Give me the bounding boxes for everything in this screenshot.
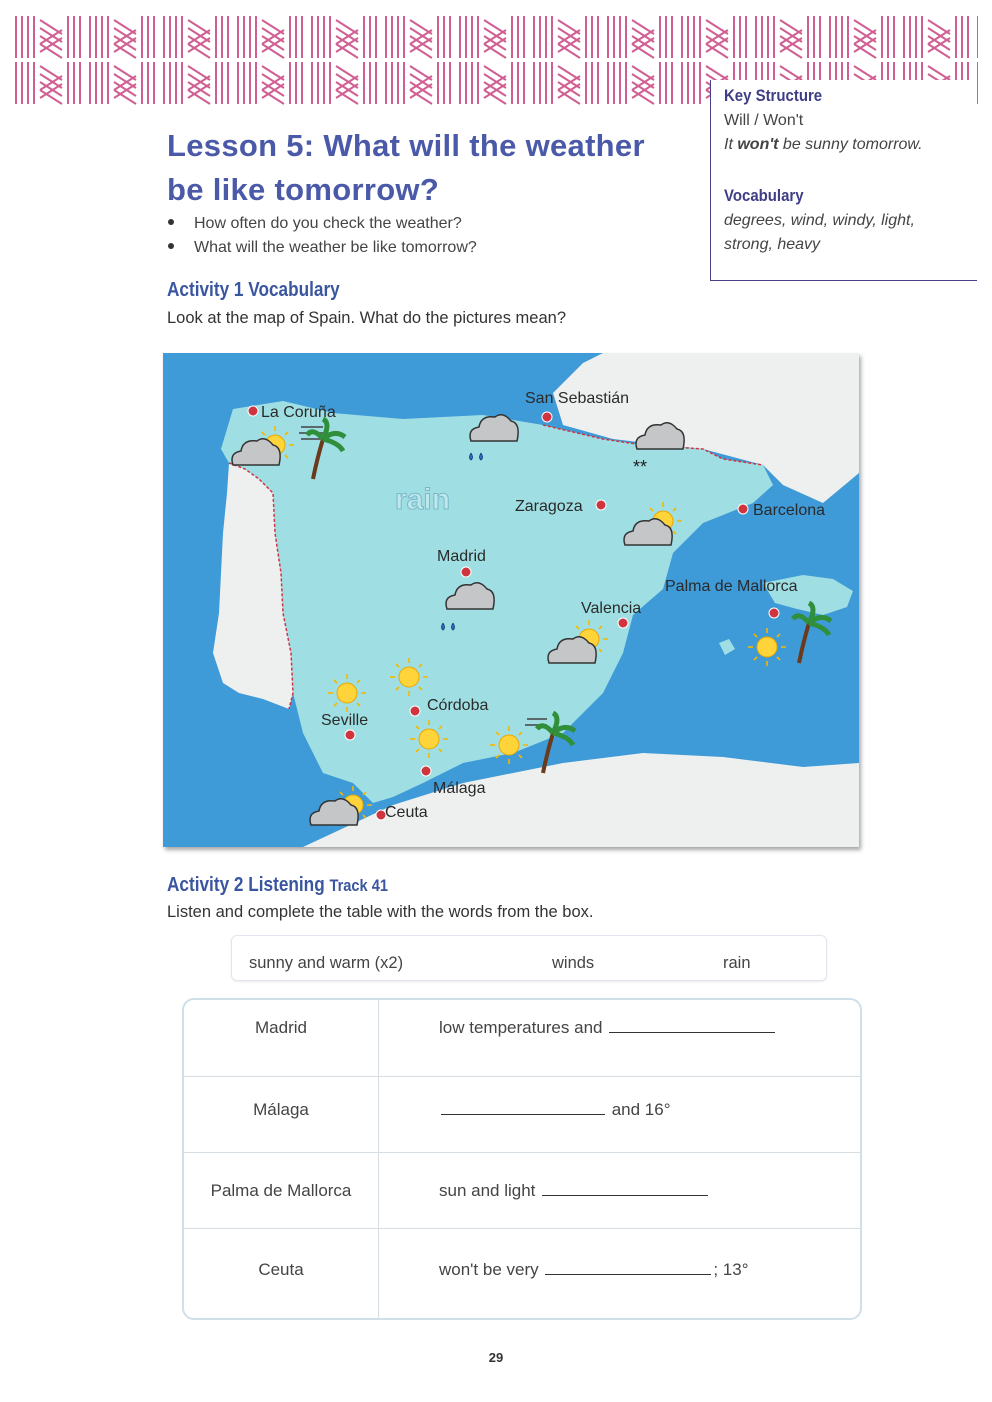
activity-1-instruction: Look at the map of Spain. What do the pictures mean? (167, 309, 566, 327)
city-label: Madrid (437, 548, 486, 565)
lesson-title-line-2: be like tomorrow? (167, 172, 440, 207)
table-row (184, 1000, 860, 1077)
answer-blank[interactable] (441, 1113, 605, 1115)
table-row (184, 1076, 860, 1153)
table-row (184, 1228, 860, 1316)
answer-blank[interactable] (609, 1031, 775, 1033)
vocabulary-line-1: degrees, wind, windy, light, (724, 212, 915, 229)
key-structure-line: Will / Won't (724, 112, 804, 129)
key-structure-heading: Key Structure (724, 86, 823, 105)
table-city: Palma de Mallorca (210, 1181, 352, 1200)
lesson-title-line-1: Lesson 5: What will the weather (167, 128, 645, 163)
table-city: Madrid (255, 1018, 307, 1037)
table-city: Málaga (253, 1100, 309, 1119)
vocabulary-heading: Vocabulary (724, 186, 804, 205)
word-option: winds (552, 954, 595, 972)
activity-1-heading: Activity 1 Vocabulary (167, 279, 340, 301)
city-label: Zaragoza (515, 498, 583, 515)
city-label: Palma de Mallorca (665, 578, 798, 595)
city-label: Ceuta (385, 804, 428, 821)
city-label: San Sebastián (525, 390, 630, 407)
table-answer: and 16° (439, 1100, 671, 1120)
weather-table (182, 998, 862, 1320)
activity-2-heading: Activity 2 Listening Track 41 (167, 874, 389, 896)
table-answer: sun and light (439, 1181, 710, 1201)
spain-weather-map (163, 353, 859, 847)
table-city: Ceuta (258, 1260, 304, 1279)
table-row (184, 1152, 860, 1229)
city-label: Málaga (433, 780, 486, 797)
table-answer: low temperatures and (439, 1018, 777, 1038)
page-number: 29 (488, 1350, 504, 1365)
key-structure-example: It won't be sunny tomorrow. (724, 136, 923, 153)
city-label: Córdoba (427, 697, 489, 714)
word-option: sunny and warm (x2) (249, 954, 404, 972)
bullet-icon (168, 243, 174, 249)
answer-blank[interactable] (545, 1273, 711, 1275)
table-answer: won't be very ; 13° (439, 1260, 749, 1279)
question-bullet: How often do you check the weather? (168, 215, 462, 233)
vocabulary-line-2: strong, heavy (724, 236, 821, 253)
city-label: La Coruña (261, 404, 336, 421)
answer-blank[interactable] (542, 1194, 708, 1196)
bullet-icon (168, 219, 174, 225)
city-label: Valencia (581, 600, 642, 617)
svg-text:**: ** (633, 457, 648, 477)
city-label: Seville (321, 712, 369, 729)
key-structure-box (710, 80, 977, 281)
map-rain-label: rain (395, 483, 451, 516)
activity-2-instruction: Listen and complete the table with the words from the box. (167, 903, 594, 921)
word-option: rain (723, 954, 751, 972)
question-bullet: What will the weather be like tomorrow? (168, 239, 477, 257)
word-box (231, 935, 827, 981)
city-label: Barcelona (753, 502, 826, 519)
